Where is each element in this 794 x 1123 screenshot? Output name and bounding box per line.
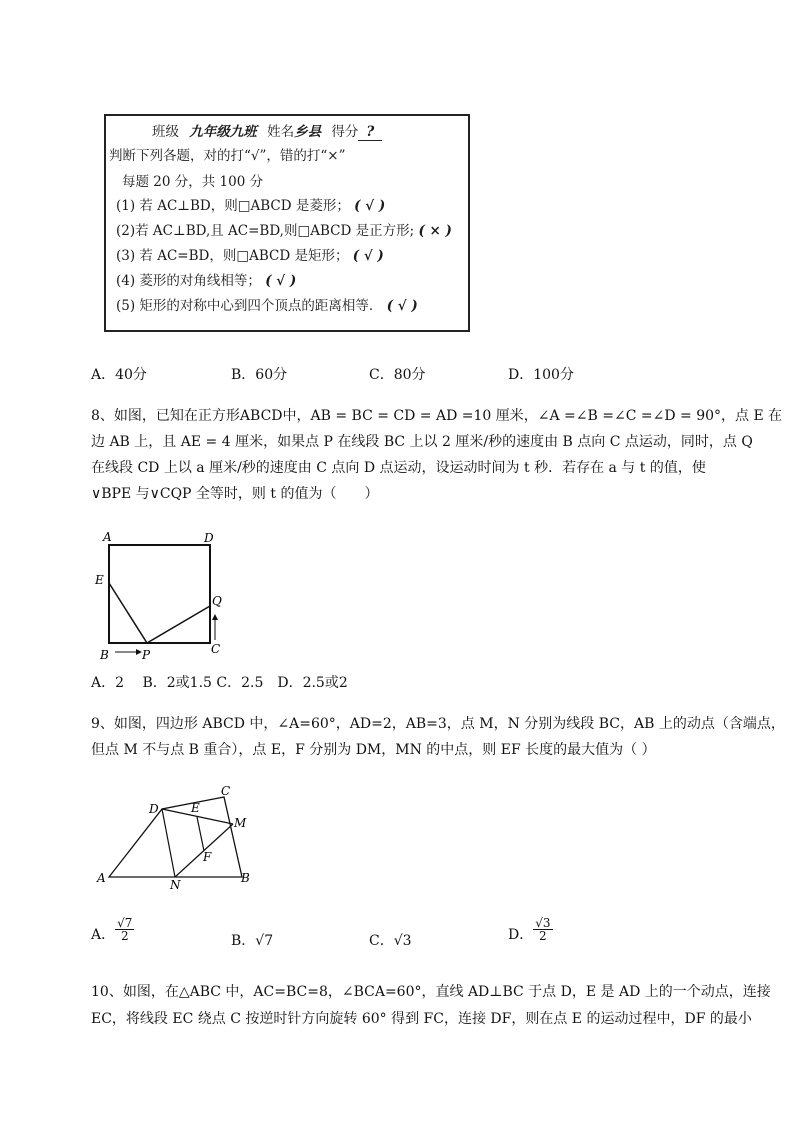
q10-text-line1: 10、如图，在△ABC 中，AC=BC=8，∠BCA=60°，直线 AD⊥BC 于点 D，E 是 AD 上的一个动点，连接 <box>91 984 771 1000</box>
label-n: N <box>170 878 181 892</box>
label-b: B <box>241 871 250 885</box>
label-q: Q <box>212 594 222 608</box>
score-value: ? <box>358 126 382 141</box>
sheet-item-1: (1) 若 AC⊥BD，则□ABCD 是菱形； ( √ ) <box>116 198 386 214</box>
scanned-answer-sheet <box>104 114 470 332</box>
q9-text-line1: 9、如图，四边形 ABCD 中，∠A=60°，AD=2，AB=3，点 M，N 分别为线段 BC，AB 上的动点（含端点， <box>91 716 785 732</box>
q9-option-d: D． $\frac{√3}{2}$ <box>508 915 551 943</box>
class-value: 九年级九班 <box>189 124 257 140</box>
segment-dn <box>162 809 175 877</box>
q8-text-line2: 边 AB 上，且 AE = 4 厘米，如果点 P 在线段 BC 上以 2 厘米/秒的速度由 B 点向 C 点运动，同时，点 Q <box>91 434 753 450</box>
segment-ep <box>109 583 147 643</box>
q8-square-figure <box>90 528 240 662</box>
q7-option-d: D．100分 <box>508 367 574 383</box>
label-b: B <box>100 648 109 662</box>
q9-quadrilateral-figure <box>92 782 262 892</box>
q8-text-line3: 在线段 CD 上以 a 厘米/秒的速度由 C 点向 D 点运动，设运动时间为 t 秒．若存在 a 与 t 的值，使 <box>91 460 706 476</box>
name-value: 乡县 <box>294 124 322 140</box>
q9-text-line2: 但点 M 不与点 B 重合），点 E，F 分别为 DM，MN 的中点，则 EF 长度的最大值为（ ） <box>91 742 656 758</box>
label-p: P <box>142 648 151 662</box>
label-d: D <box>204 531 214 545</box>
segment-pq <box>147 606 210 643</box>
q9-option-a: A． $\frac{√7}{2}$ <box>91 915 133 943</box>
segment-ef <box>197 817 204 851</box>
q9-option-c: C．√3 <box>369 933 412 949</box>
label-a: A <box>97 871 106 885</box>
sheet-header: 班级 九年级九班 姓名乡县 得分 ? <box>152 126 382 141</box>
label-m: M <box>234 816 247 830</box>
q10-text-line2: EC，将线段 EC 绕点 C 按逆时针方向旋转 60° 得到 FC，连接 DF，则在点 E 的运动过程中，DF 的最小 <box>91 1011 752 1027</box>
q8-text-line4: ∨BPE 与∨CQP 全等时，则 t 的值为（ ） <box>91 486 379 502</box>
label-f: F <box>203 850 212 864</box>
square-abcd <box>109 545 210 643</box>
label-c: C <box>211 642 221 656</box>
quad-abcd <box>109 797 242 877</box>
sheet-item-4: (4) 菱形的对角线相等； ( √ ) <box>116 273 297 289</box>
q7-option-c: C．80分 <box>369 367 426 383</box>
label-a: A <box>103 530 112 544</box>
q9-option-b: B．√7 <box>231 933 274 949</box>
q7-option-a: A．40分 <box>91 367 147 383</box>
label-e: E <box>95 573 104 587</box>
arrow-cq-head <box>212 614 218 620</box>
label-d: D <box>149 802 159 816</box>
label-e: E <box>191 801 200 815</box>
q8-text-line1: 8、如图，已知在正方形ABCD中，AB = BC = CD = AD =10 厘米，∠A =∠B =∠C =∠D = 90°，点 E 在 <box>91 408 783 424</box>
sheet-item-2: (2)若 AC⊥BD,且 AC=BD,则□ABCD 是正方形; ( × ) <box>116 223 452 239</box>
sheet-instruction: 判断下列各题，对的打“√”，错的打“×” <box>109 148 346 164</box>
q8-options: A．2 B．2或1.5 C．2.5 D．2.5或2 <box>91 675 348 691</box>
q7-option-b: B．60分 <box>231 367 288 383</box>
sheet-item-5: (5) 矩形的对称中心到四个顶点的距离相等． ( √ ) <box>116 298 418 314</box>
sheet-item-3: (3) 若 AC=BD，则□ABCD 是矩形； ( √ ) <box>116 248 384 264</box>
label-c: C <box>221 784 231 798</box>
sheet-points-note: 每题 20 分，共 100 分 <box>122 174 264 190</box>
